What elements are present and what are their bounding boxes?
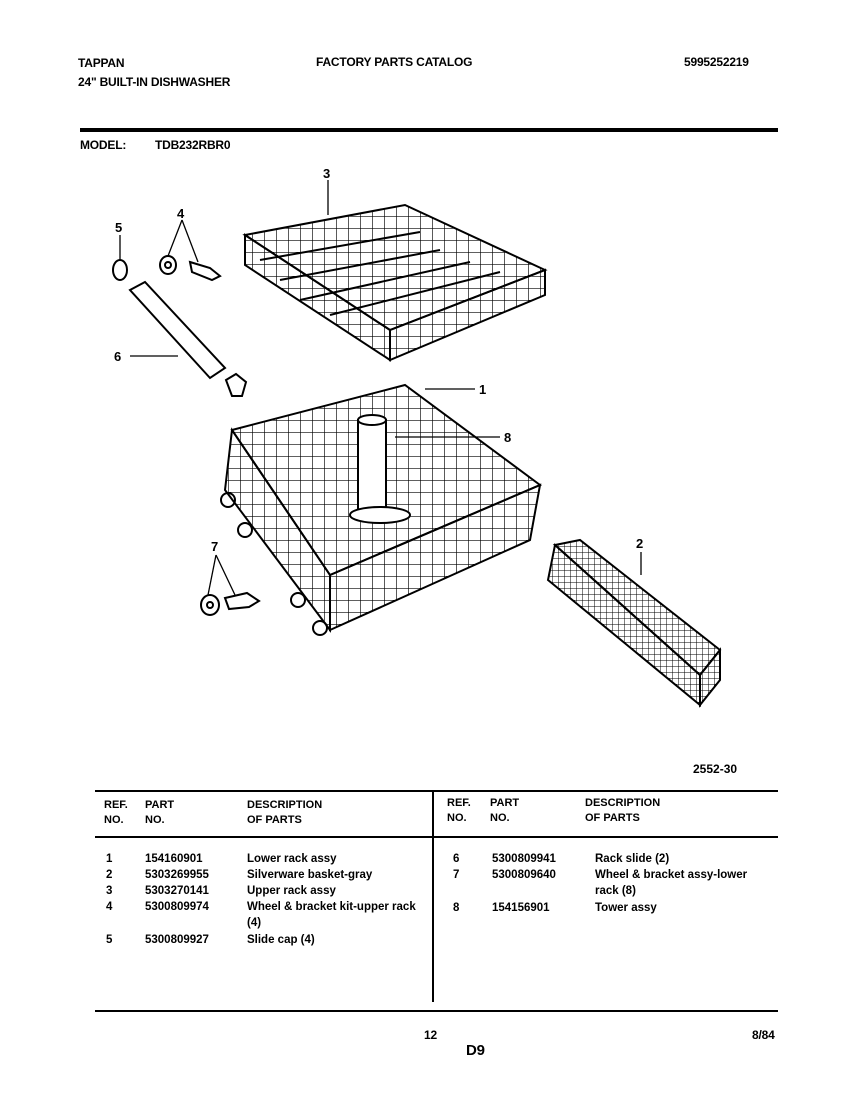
model-value: TDB232RBR0 — [155, 138, 231, 152]
callout-5: 5 — [115, 220, 123, 235]
callout-4: 4 — [177, 206, 185, 221]
figure-id: 2552-30 — [693, 762, 738, 776]
header-part-right: PART NO. — [490, 797, 520, 824]
product-name: 24" BUILT-IN DISHWASHER — [78, 75, 231, 89]
catalog-number: 5995252219 — [684, 55, 749, 69]
callout-3: 3 — [323, 166, 331, 181]
page-number: 12 — [424, 1028, 437, 1042]
header-ref-right: REF. NO. — [447, 797, 471, 824]
silverware-basket — [548, 540, 720, 705]
model-label: MODEL: — [80, 138, 127, 152]
callout-8: 8 — [504, 430, 512, 445]
callout-6: 6 — [114, 349, 122, 364]
upper-rack — [245, 205, 545, 360]
brand: TAPPAN — [78, 56, 125, 70]
callout-7: 7 — [211, 539, 219, 554]
callout-2: 2 — [636, 536, 644, 551]
callout-1: 1 — [479, 382, 487, 397]
lower-rack — [221, 385, 540, 635]
header-part-left: PART NO. — [145, 799, 175, 826]
parts-diagram — [0, 160, 864, 776]
rack-slide — [130, 282, 246, 396]
table-divider — [432, 790, 434, 1002]
header-desc-left: DESCRIPTION OF PARTS — [247, 799, 323, 826]
section-code: D9 — [466, 1042, 485, 1059]
table-bottom-rule — [95, 1010, 778, 1012]
header-rule — [80, 128, 778, 132]
header-desc-right: DESCRIPTION OF PARTS — [585, 797, 661, 824]
catalog-title: FACTORY PARTS CATALOG — [316, 55, 473, 69]
table-top-rule — [95, 790, 778, 792]
header-ref-left: REF. NO. — [104, 799, 128, 826]
date-code: 8/84 — [752, 1028, 775, 1042]
table-header-rule — [95, 836, 778, 838]
